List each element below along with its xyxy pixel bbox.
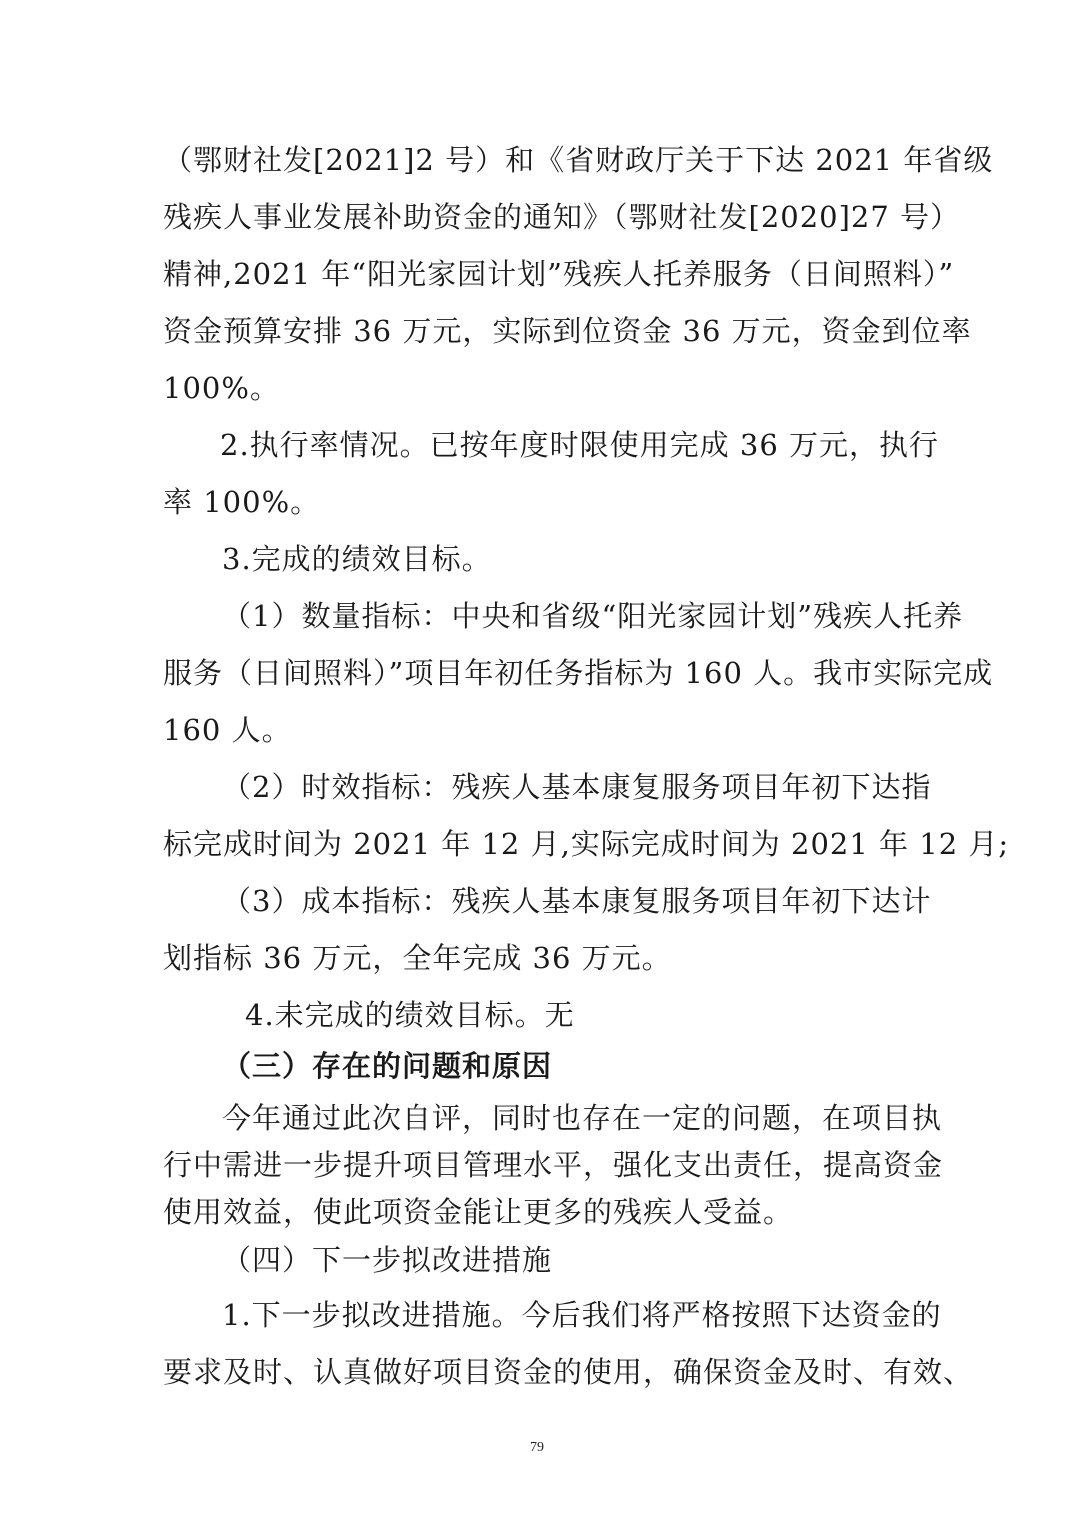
paragraph-line: 率 100%。 bbox=[163, 485, 321, 519]
section-heading: （三）存在的问题和原因 bbox=[222, 1049, 553, 1083]
paragraph-line: （鄂财社发[2021]2 号）和《省财政厅关于下达 2021 年省级 bbox=[163, 143, 994, 177]
paragraph-line: 残疾人事业发展补助资金的通知》（鄂财社发[2020]27 号） bbox=[163, 200, 961, 234]
paragraph-line: （3）成本指标：残疾人基本康复服务项目年初下达计 bbox=[222, 884, 932, 918]
paragraph-line: 2.执行率情况。已按年度时限使用完成 36 万元，执行 bbox=[220, 428, 940, 462]
paragraph-line: 4.未完成的绩效目标。无 bbox=[245, 998, 575, 1032]
section-heading: （四）下一步拟改进措施 bbox=[222, 1243, 553, 1277]
paragraph-line: 资金预算安排 36 万元，实际到位资金 36 万元，资金到位率 bbox=[163, 314, 972, 348]
paragraph-line: 服务（日间照料）”项目年初任务指标为 160 人。我市实际完成 bbox=[163, 656, 994, 690]
page-number: 79 bbox=[530, 1440, 544, 1455]
paragraph-line: 1.下一步拟改进措施。今后我们将严格按照下达资金的 bbox=[222, 1298, 942, 1332]
paragraph-line: 精神,2021 年“阳光家园计划”残疾人托养服务（日间照料）” bbox=[163, 257, 955, 291]
paragraph-line: 今年通过此次自评，同时也存在一定的问题，在项目执 bbox=[222, 1101, 943, 1135]
paragraph-line: 3.完成的绩效目标。 bbox=[222, 542, 492, 576]
paragraph-line: 100%。 bbox=[163, 371, 280, 405]
paragraph-line: 行中需进一步提升项目管理水平，强化支出责任，提高资金 bbox=[163, 1148, 944, 1182]
paragraph-line: 使用效益，使此项资金能让更多的残疾人受益。 bbox=[163, 1195, 794, 1229]
paragraph-line: 160 人。 bbox=[163, 713, 292, 747]
paragraph-line: 要求及时、认真做好项目资金的使用，确保资金及时、有效、 bbox=[163, 1355, 974, 1389]
paragraph-line: （2）时效指标：残疾人基本康复服务项目年初下达指 bbox=[222, 770, 932, 804]
paragraph-line: 划指标 36 万元，全年完成 36 万元。 bbox=[163, 941, 672, 975]
paragraph-line: （1）数量指标：中央和省级“阳光家园计划”残疾人托养 bbox=[222, 599, 964, 633]
paragraph-line: 标完成时间为 2021 年 12 月,实际完成时间为 2021 年 12 月; bbox=[163, 827, 1010, 861]
